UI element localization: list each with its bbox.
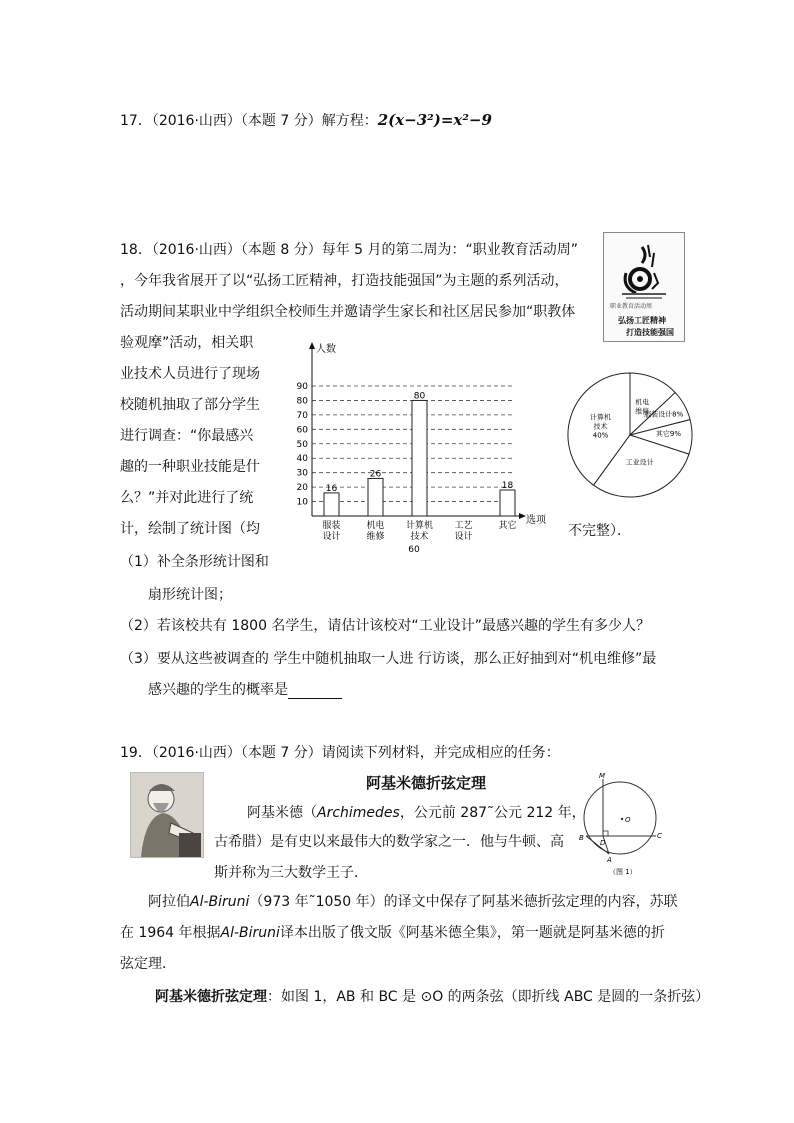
portrait-figure-icon xyxy=(131,773,203,857)
q19-p2a xyxy=(148,891,678,911)
bar xyxy=(500,490,515,516)
label-b: B xyxy=(579,834,584,842)
x-tick-label: 设计 xyxy=(322,532,341,542)
q18-sub3b xyxy=(148,679,342,699)
y-tick-label: 10 xyxy=(296,497,308,508)
q18-left-line: 校随机抽取了部分学生 xyxy=(120,397,260,413)
poster-text-2: 打造技能强国 xyxy=(626,328,674,337)
pie-slice-label: 服装设计8% xyxy=(644,410,684,419)
q19-p3 xyxy=(155,986,709,1006)
y-tick-label: 20 xyxy=(296,483,308,494)
x-tick-label: 计算机 xyxy=(405,521,434,531)
y-tick-label: 50 xyxy=(296,439,308,450)
y-tick-label: 60 xyxy=(296,425,308,436)
bar-value-label: 16 xyxy=(325,483,338,494)
pie-slice-label: 工业设计 xyxy=(625,458,654,467)
label-d: D xyxy=(600,839,606,847)
pie-label-line: 机电 xyxy=(635,398,650,407)
q18-left-line: 么？”并对此进行了统 xyxy=(120,490,254,506)
q17-equation: 2(x−3²)=x²−9 xyxy=(377,111,492,129)
q17-line xyxy=(120,110,492,130)
section-title: 阿基米德折弦定理 xyxy=(366,774,487,792)
theorem-name: 阿基米德折弦定理 xyxy=(155,989,267,1005)
q17-prefix: 17．（2016·山西）（本题 7 分）解方程： xyxy=(120,113,378,129)
pie-label-line: 40% xyxy=(592,431,609,440)
q18-left-line: 进行调查：“你最感兴 xyxy=(120,428,254,444)
pie-chart xyxy=(560,360,700,505)
bar xyxy=(368,478,383,516)
q19-p1c: 斯并称为三大数学王子． xyxy=(214,865,368,881)
x-tick-label: 维修 xyxy=(366,532,385,542)
answer-blank[interactable] xyxy=(288,684,342,699)
y-tick-label: 90 xyxy=(296,382,308,392)
pie-label-line: 计算机 xyxy=(590,413,612,422)
q19-p1a xyxy=(247,802,586,822)
bar-chart xyxy=(282,338,552,563)
q18-sub2: （2）若该校共有 1800 名学生，请估计该校对“工业设计”最感兴趣的学生有多少人？ xyxy=(120,618,650,634)
y-tick-label: 70 xyxy=(296,410,308,421)
chart-note: 60 xyxy=(408,545,420,555)
y-axis-arrow-icon xyxy=(309,342,315,349)
x-tick-label: 技术 xyxy=(410,532,429,542)
q19-p1b: 古希腊）是有史以来最伟大的数学家之一．他与牛顿、高 xyxy=(214,834,564,850)
bar-value-label: 80 xyxy=(413,391,426,402)
p2b-1: 在 1964 年根据 xyxy=(120,925,221,941)
right-angle-mark xyxy=(603,831,608,836)
q18-sub3a: （3）要从这些被调查的 学生中随机抽取一人进 行访谈，那么正好抽到对“机电维修”最 xyxy=(120,651,657,667)
poster-caption: 职业教育活动周 xyxy=(610,303,653,310)
q18-line3: 活动期间某职业中学组织全校师生并邀请学生家长和社区居民参加“职教体 xyxy=(120,304,576,320)
label-a: A xyxy=(607,856,612,864)
q18-left-line: 计，绘制了统计图（均 xyxy=(120,521,260,537)
pie-label-line: 技术 xyxy=(593,422,608,431)
q18-line2: ，今年我省展开了以“弘扬工匠精神，打造技能强国”为主题的系列活动， xyxy=(120,273,569,289)
label-c: C xyxy=(657,832,662,840)
p2a-2: （973 年˜1050 年）的译文中保存了阿基米德折弦定理的内容，苏联 xyxy=(249,894,678,910)
figure-1 xyxy=(575,770,665,880)
q18-left-line: 趣的一种职业技能是什 xyxy=(120,459,260,475)
q18-sub1b: 扇形统计图； xyxy=(148,587,232,603)
x-tick-label: 服装 xyxy=(322,521,341,531)
p2a-1: 阿拉伯 xyxy=(148,894,190,910)
center-point xyxy=(621,818,623,820)
pie-label-line: 维修 xyxy=(635,407,650,416)
x-tick-label: 设计 xyxy=(454,532,473,542)
q19-p2c: 弦定理． xyxy=(120,956,176,972)
p1a-text: 阿基米德（ xyxy=(247,805,317,821)
q18-sub3b-text: 感兴趣的学生的概率是 xyxy=(148,682,288,698)
q18-sub1a: （1）补全条形统计图和 xyxy=(120,554,269,570)
p1a-rest: ，公元前 287˜公元 212 年， xyxy=(399,805,586,821)
archimedes-latin: Archimedes xyxy=(317,805,400,821)
y-tick-label: 80 xyxy=(296,396,308,407)
q18-line1: 18．（2016·山西）（本题 8 分）每年 5 月的第二周为：“职业教育活动周” xyxy=(120,242,579,258)
x-axis-arrow-icon xyxy=(519,513,526,519)
poster-text-1: 弘扬工匠精神 xyxy=(618,316,666,325)
q18-left-line: 验观摩”活动，相关职 xyxy=(120,335,254,351)
x-tick-label: 工艺 xyxy=(454,521,473,531)
x-tick-label: 机电 xyxy=(366,521,385,531)
p2b-2: 译本出版了俄文版《阿基米德全集》，第一题就是阿基米德的折 xyxy=(279,925,665,941)
label-m: M xyxy=(599,772,606,780)
bar-value-label: 18 xyxy=(501,481,514,491)
pie-slice-label: 其它9% xyxy=(655,430,681,439)
x-axis-label: 选项 xyxy=(526,515,546,526)
y-tick-label: 40 xyxy=(296,454,308,465)
bar xyxy=(324,493,339,516)
q18-left-line: 业技术人员进行了现场 xyxy=(120,366,260,382)
y-tick-label: 30 xyxy=(296,468,308,479)
bar xyxy=(412,400,427,516)
archimedes-portrait xyxy=(130,772,204,858)
albiruni-2: Al-Biruni xyxy=(220,925,280,941)
q19-line1: 19．（2016·山西）（本题 7 分）请阅读下列材料，并完成相应的任务： xyxy=(120,745,560,761)
figure-caption: （图 1） xyxy=(609,868,637,876)
y-axis-label: 人数 xyxy=(316,344,336,355)
q18-tail: 不完整）． xyxy=(568,523,631,539)
theorem-statement: ：如图 1，AB 和 BC 是 ⊙O 的两条弦（即折线 ABC 是圆的一条折弦） xyxy=(267,989,710,1005)
x-tick-label: 其它 xyxy=(498,521,517,531)
q19-p2b xyxy=(120,922,665,942)
event-poster xyxy=(603,232,685,342)
albiruni-1: Al-Biruni xyxy=(190,894,250,910)
label-o: O xyxy=(625,816,631,824)
bar-value-label: 26 xyxy=(369,469,382,480)
